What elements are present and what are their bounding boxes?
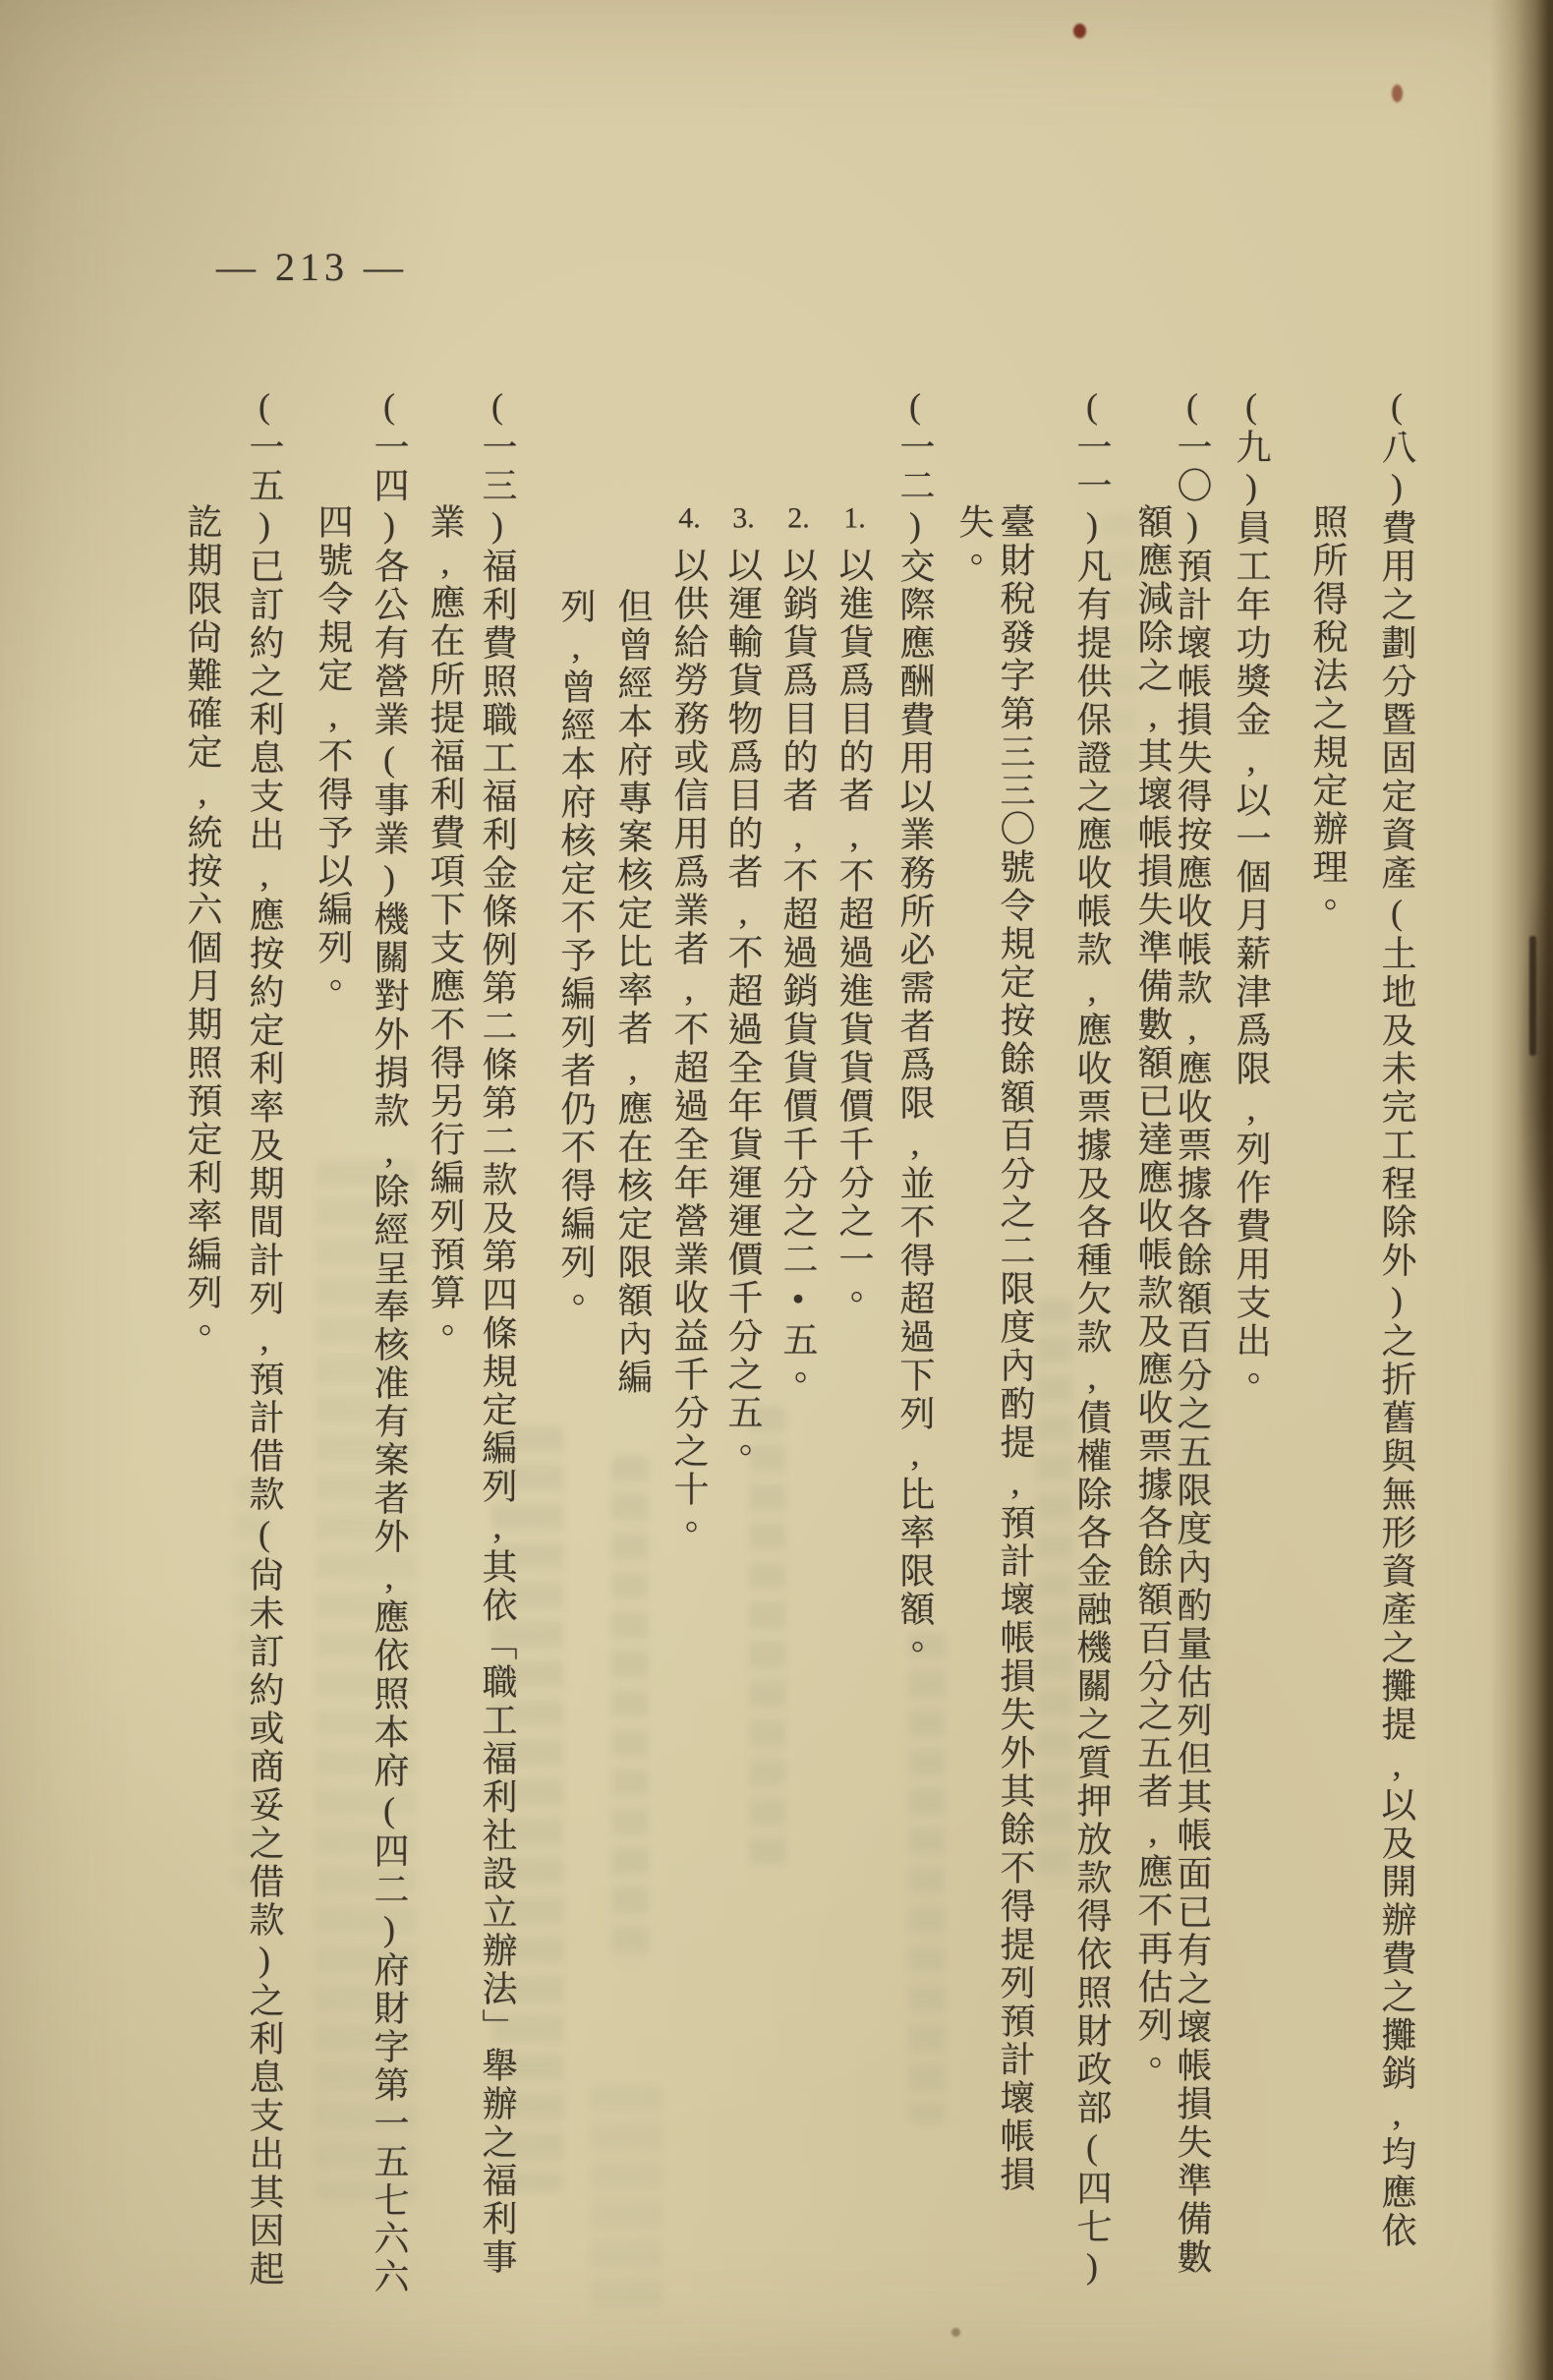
paper-stain (1073, 24, 1086, 38)
item-12-column-1: (一二)交際應酬費用以業務所必需者爲限,並不得超過下列,比率限額。 (895, 386, 935, 1667)
subitem-1-text: 以進貨爲目的者,不超過進貨貨價千分之一。 (834, 547, 874, 1317)
item-11-column-3: 失。 (954, 503, 994, 580)
item-12-note-column-1: 但曾經本府專案核定比率者,應在核定限額內編 (613, 588, 653, 1397)
edge-ink-mark (1529, 936, 1536, 1056)
ink-showthrough-smudge (590, 2084, 662, 2320)
subitem-1-number: 1. (843, 503, 866, 533)
item-13-column-2: 業,應在所提福利費項下支應不得另行編列預算。 (426, 503, 465, 1351)
item-10-column-2: 額應減除之,其壞帳損失準備數額已達應收帳款及應收票據各餘額百分之五者,應不再估列。 (1133, 503, 1173, 2083)
item-12-subitem-4 (669, 503, 709, 1547)
subitem-2-number: 2. (787, 503, 810, 533)
book-binding-dark-patch (1520, 865, 1553, 1278)
item-15-column-1: (一五)已訂約之利息支出,應按約定利率及期間計列,預計借款(尙未訂約或商妥之借款)之利息支出其因起 (245, 386, 284, 2289)
subitem-3-number: 3. (732, 503, 755, 533)
item-11-column-2: 臺財稅發字第三三〇號令規定按餘額百分之二限度內酌提,預計壞帳損失外其餘不得提列預計壞帳損 (996, 503, 1035, 2194)
item-8-column-2: 照所得稅法之規定辦理。 (1308, 503, 1348, 925)
ink-showthrough-smudge (1036, 1298, 1073, 1887)
item-12-subitem-1 (834, 503, 874, 1317)
page-number: — 213 — (216, 245, 408, 289)
ink-showthrough-smudge (908, 1632, 946, 2123)
item-12-subitem-3 (723, 503, 763, 1471)
paper-stain (951, 2328, 960, 2337)
subitem-4-number: 4. (678, 503, 701, 533)
paper-stain (1392, 85, 1403, 102)
item-14-column-2: 四號令規定,不得予以編列。 (314, 503, 353, 1006)
item-12-note-column-2: 列,曾經本府核定不予編列者仍不得編列。 (556, 588, 596, 1320)
item-12-subitem-2 (778, 503, 818, 1398)
ink-showthrough-smudge (611, 1455, 649, 1966)
item-10-column-1: (一〇)預計壞帳損失得按應收帳款,應收票據各餘額百分之五限度內酌量估列但其帳面已有之壞帳損失準備數 (1173, 386, 1212, 2277)
subitem-3-text: 以運輸貨物爲目的者,不超過全年貨運運價千分之五。 (723, 547, 763, 1471)
item-13-column-1: (一三)福利費照職工福利金條例第二條第二款及第四條規定編列,其依「職工福利社設立辦法」舉辦之福利事 (478, 386, 517, 2277)
item-9-column-1: (九)員工年功獎金,以一個月薪津爲限,列作費用支出。 (1232, 386, 1271, 1399)
item-11-column-1: (一一)凡有提供保證之應收帳款,應收票據及各種欠款,債權除各金融機關之質押放款得依照財政部(四七) (1072, 386, 1112, 2289)
item-8-column-1: (八)費用之劃分暨固定資產(土地及未完工程除外)之折舊與無形資產之攤提,以及開辦費之攤銷,均應依 (1377, 386, 1416, 2250)
item-15-column-2: 訖期限尙難確定,統按六個月期照預定利率編列。 (183, 503, 222, 1351)
subitem-2-text: 以銷貨爲目的者,不超過銷貨貨價千分之二•五。 (778, 547, 818, 1398)
subitem-4-text: 以供給勞務或信用爲業者,不超過全年營業收益千分之十。 (669, 547, 709, 1547)
item-14-column-1: (一四)各公有營業(事業)機關對外捐款,除經呈奉核准有案者外,應依照本府(四二)府財字第一五七六六 (370, 386, 409, 2296)
ink-showthrough-smudge (749, 1406, 786, 1868)
